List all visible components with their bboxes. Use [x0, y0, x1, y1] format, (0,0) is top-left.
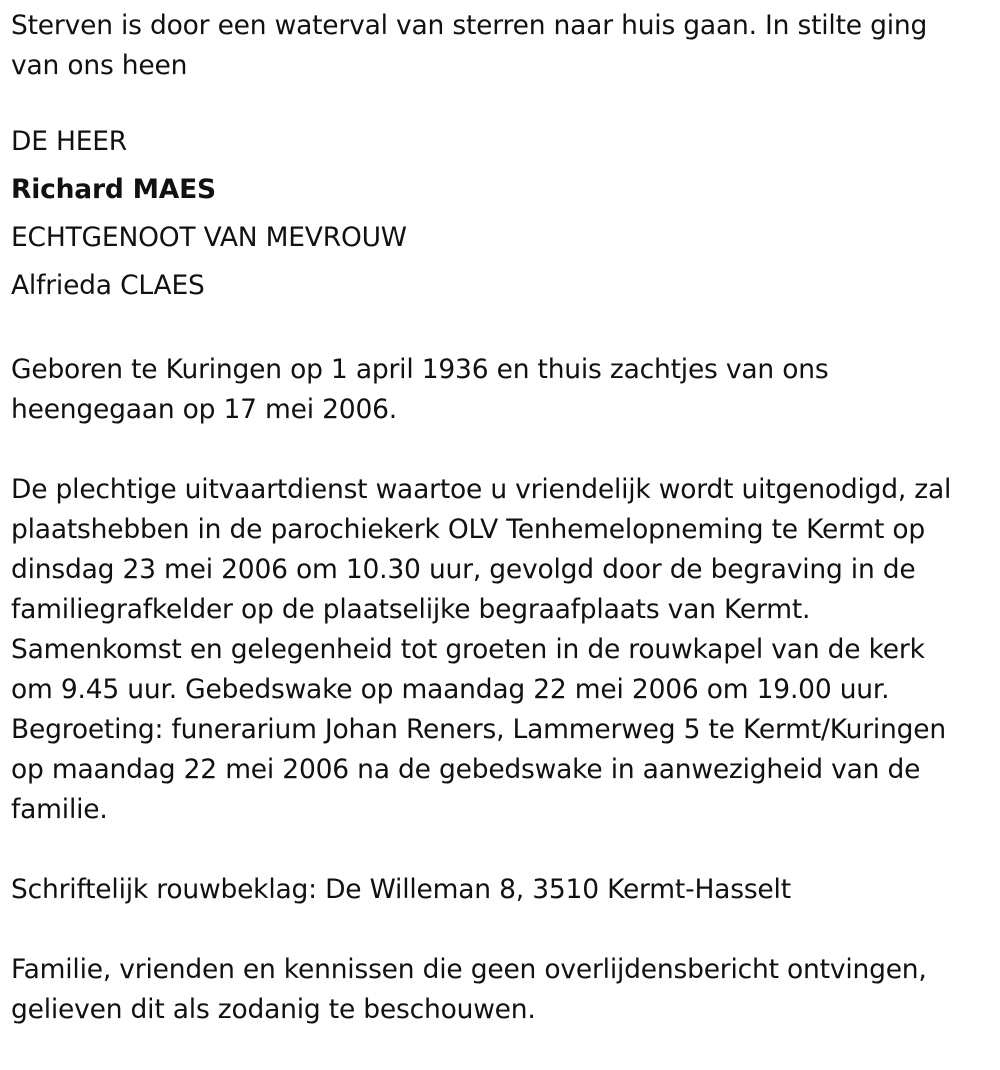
- closing-line-1: Familie, vrienden en kennissen die geen overlijdensbericht ontvingen,: [11, 954, 927, 985]
- service-line: familiegrafkelder op de plaatselijke begraafplaats van Kermt.: [11, 594, 811, 625]
- closing-line-2: gelieven dit als zodanig te beschouwen.: [11, 994, 536, 1025]
- obituary-document: [11, 6, 986, 1070]
- service-paragraph: [11, 470, 986, 830]
- intro-paragraph: [11, 6, 986, 86]
- spouse-name: Alfrieda CLAES: [11, 270, 205, 301]
- service-line: familie.: [11, 794, 108, 825]
- birth-line-2: heengegaan op 17 mei 2006.: [11, 394, 398, 425]
- birth-line-1: Geboren te Kuringen op 1 april 1936 en thuis zachtjes van ons: [11, 354, 829, 385]
- birth-paragraph: [11, 350, 986, 430]
- service-line: op maandag 22 mei 2006 na de gebedswake in aanwezigheid van de: [11, 754, 921, 785]
- service-line: dinsdag 23 mei 2006 om 10.30 uur, gevolgd door de begraving in de: [11, 554, 916, 585]
- service-line: Samenkomst en gelegenheid tot groeten in de rouwkapel van de kerk: [11, 634, 925, 665]
- deceased-name: Richard MAES: [11, 174, 216, 205]
- intro-line-2: van ons heen: [11, 50, 188, 81]
- deceased-block: [11, 118, 986, 310]
- service-line: om 9.45 uur. Gebedswake op maandag 22 mei 2006 om 19.00 uur.: [11, 674, 890, 705]
- condolence-paragraph: [11, 870, 986, 910]
- condolence-address: Schriftelijk rouwbeklag: De Willeman 8, 3510 Kermt-Hasselt: [11, 874, 791, 905]
- relation-label: ECHTGENOOT VAN MEVROUW: [11, 222, 407, 253]
- deceased-title: DE HEER: [11, 126, 127, 157]
- closing-paragraph: [11, 950, 986, 1030]
- service-line: De plechtige uitvaartdienst waartoe u vriendelijk wordt uitgenodigd, zal: [11, 474, 952, 505]
- service-line: Begroeting: funerarium Johan Reners, Lammerweg 5 te Kermt/Kuringen: [11, 714, 946, 745]
- intro-line-1: Sterven is door een waterval van sterren naar huis gaan. In stilte ging: [11, 10, 928, 41]
- service-line: plaatshebben in de parochiekerk OLV Tenhemelopneming te Kermt op: [11, 514, 925, 545]
